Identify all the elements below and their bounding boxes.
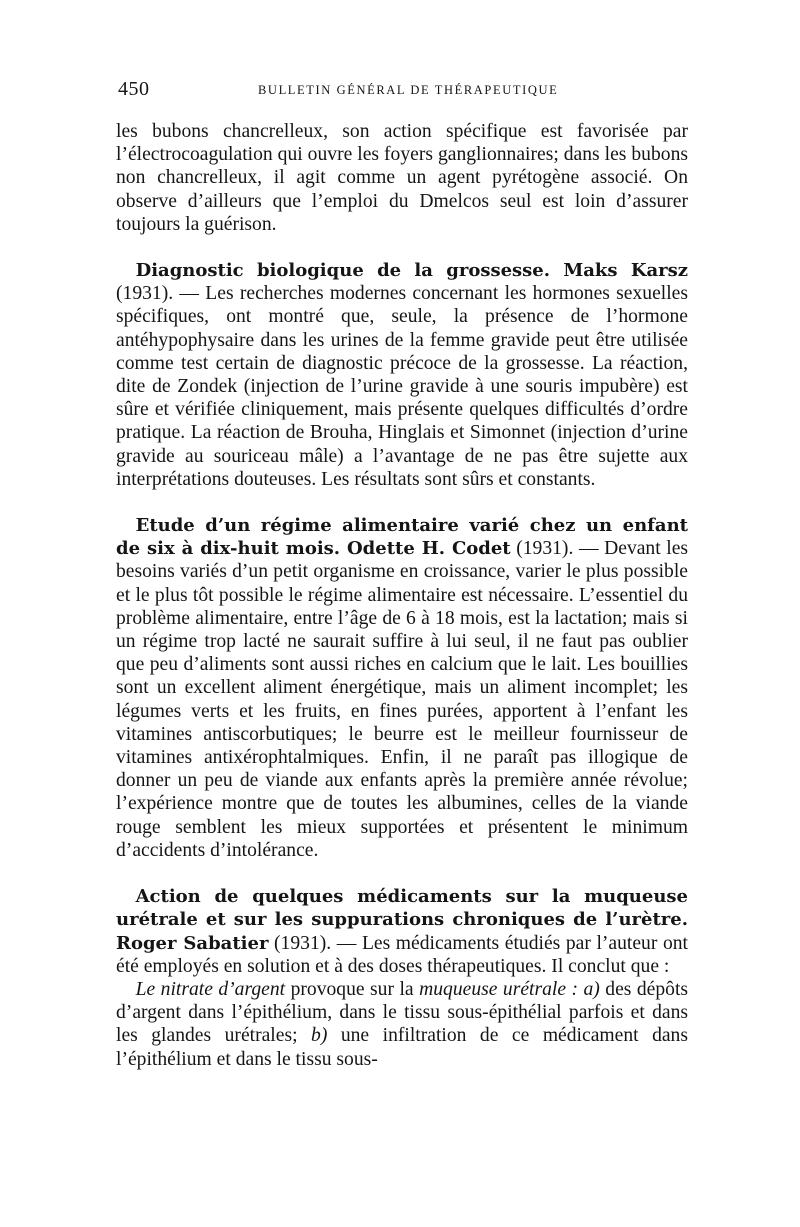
section-heading: Etude d’un régime alimentaire varié chez un enfant de six à dix-huit mois. Odette H. Codet <box>116 515 688 560</box>
page-number: 450 <box>118 78 150 100</box>
text-run: une infiltration de ce médicament dans l’épithélium et dans le tissu sous- <box>116 1025 688 1070</box>
italic-term: Le nitrate d’argent <box>135 978 286 1000</box>
section-grossesse <box>116 259 688 491</box>
section-regime <box>116 514 688 862</box>
section-heading: Action de quelques médicaments sur la muqueuse urétrale et sur les suppurations chroniques de l’urètre. Roger Sabatier <box>116 886 688 954</box>
section-body: — Les recherches modernes concernant les hormones sexuelles spécifiques, ont montré que, seule, la présence de l’hormone antéhypophysaire dans les urines de la femme gravide peut être utilisée comme test certain de diagnostic précoce de la grossesse. La réaction, dite de Zondek (injection de l’urine gravide à une souris impubère) est sûre et vérifiée cliniquement, mais présente quelques difficultés d’ordre pratique. La réaction de Brouha, Hinglais et Simonnet (injection d’urine gravide au souriceau mâle) a l’avantage de ne pas être sujette aux interprétations douteuses. Les résultats sont sûrs et constants. <box>116 283 688 490</box>
section-medicaments <box>116 885 688 978</box>
running-header <box>0 78 800 102</box>
section-body: — Devant les besoins variés d’un petit organisme en croissance, varier le plus possible et le plus tôt possible le régime alimentaire est nécessaire. L’essentiel du problème alimentaire, entre l’âge de 6 à 18 mois, est la lactation; mais si un régime trop lacté ne saurait suffire à lui seul, il ne faut pas oublier que peu d’aliments sont aussi riches en calcium que le lait. Les bouillies sont un excellent aliment énergétique, mais un aliment incomplet; les légumes verts et les fruits, en fines purées, apportent à l’enfant les vitamines antiscorbutiques; le beurre est le meilleur fournisseur de vitamines antixérophtalmiques. Enfin, il ne paraît pas illogique de donner un peu de viande aux enfants après la première année révolue; l’expérience montre que de toutes les albumines, celles de la viande rouge semblent les mieux supportées et présentent le minimum d’accidents d’intolérance. <box>116 538 689 861</box>
page-body <box>116 120 688 1071</box>
text-run: des dépôts d’argent dans l’épithélium, dans le tissu sous-épithélial parfois et dans les glandes urétrales; <box>116 978 689 1047</box>
section-body: — Les médicaments étudiés par l’auteur ont été employés en solution et à des doses thérapeutiques. Il conclut que : <box>116 932 688 977</box>
section-heading: Diagnostic biologique de la grossesse. Maks Karsz <box>135 260 688 282</box>
italic-term: muqueuse urétrale : <box>419 978 579 1000</box>
section-year: (1931). <box>274 932 332 954</box>
paragraph-nitrate <box>116 978 688 1071</box>
text-run: provoque sur la <box>285 978 420 1000</box>
running-title: BULLETIN GÉNÉRAL DE THÉRAPEUTIQUE <box>258 83 559 97</box>
list-label-b: b) <box>311 1025 328 1047</box>
list-label-a: a) <box>583 978 600 1000</box>
section-year: (1931). <box>516 538 574 560</box>
paragraph-continuation: les bubons chancrelleux, son action spécifique est favorisée par l’électrocoagulation qui ouvre les foyers ganglionnaires; dans les bubons non chancrelleux, il agit comme un agent pyrétogène associé. On observe d’ailleurs que l’emploi du Dmelcos seul est loin d’assurer toujours la guérison. <box>116 121 688 235</box>
section-year: (1931). <box>116 283 174 305</box>
